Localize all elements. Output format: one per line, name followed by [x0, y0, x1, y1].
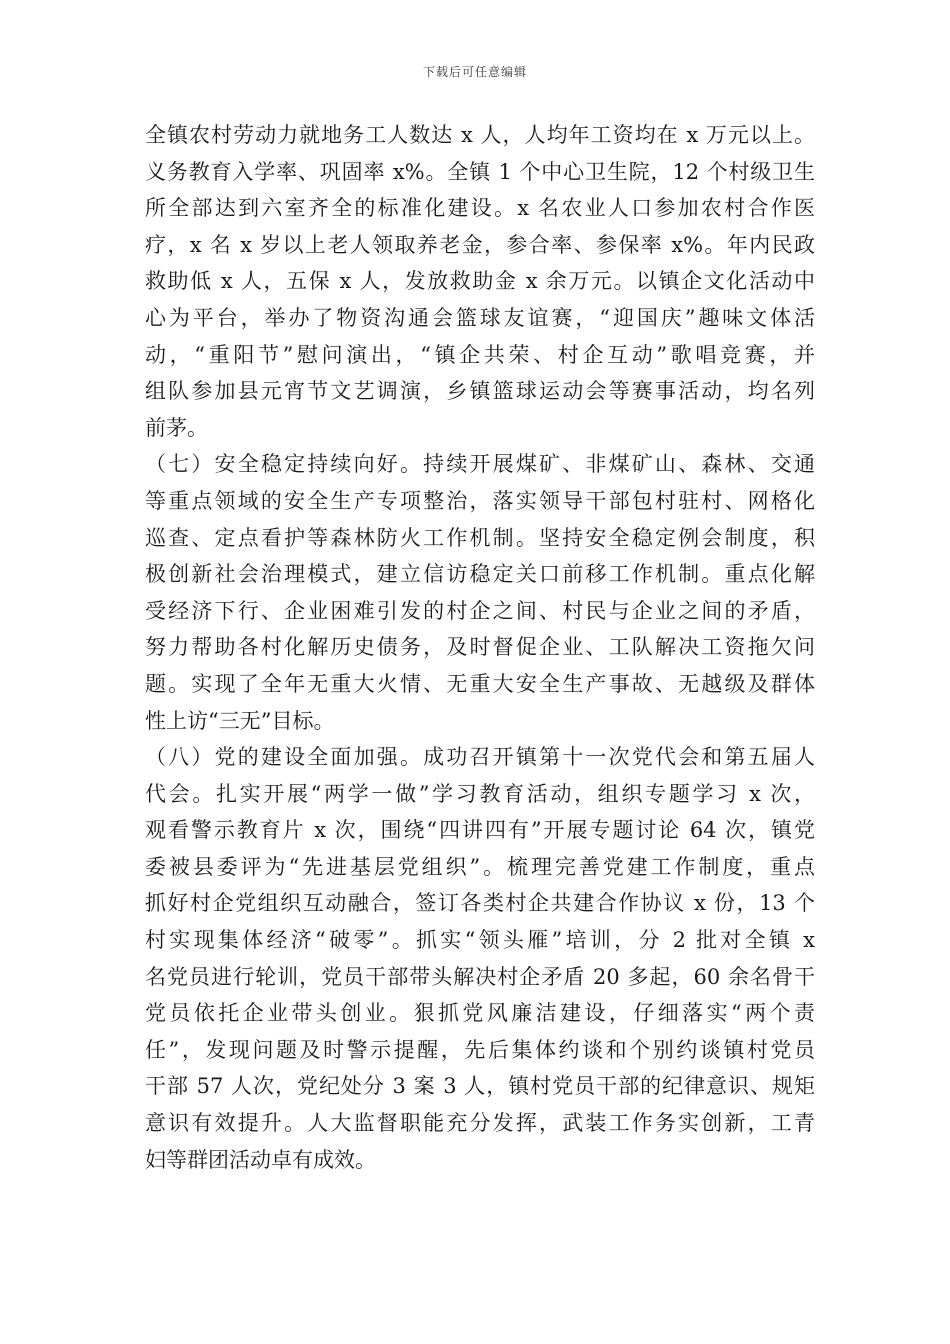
text-line: 意识有效提升。人大监督职能充分发挥，武装工作务实创新，工青	[145, 1111, 815, 1136]
text-line: 巡查、定点看护等森林防火工作机制。坚持安全稳定例会制度，积	[145, 525, 815, 550]
text-line: 党员依托企业带头创业。狠抓党风廉洁建设，仔细落实“两个责	[145, 1001, 815, 1026]
text-line: 干部 57 人次，党纪处分 3 案 3 人，镇村党员干部的纪律意识、规矩	[145, 1074, 815, 1099]
text-line: 妇等群团活动卓有成效。	[145, 1147, 376, 1172]
text-line: 题。实现了全年无重大火情、无重大安全生产事故、无越级及群体	[145, 671, 815, 696]
text-line: （七）安全稳定持续向好。持续开展煤矿、非煤矿山、森林、交通	[145, 452, 815, 477]
document-body	[145, 117, 815, 1178]
text-line: 任”，发现问题及时警示提醒，先后集体约谈和个别约谈镇村党员	[145, 1037, 815, 1062]
text-line: 代会。扎实开展“两学一做”学习教育活动，组织专题学习 x 次，	[145, 781, 815, 806]
text-line: （八）党的建设全面加强。成功召开镇第十一次党代会和第五届人	[145, 745, 815, 770]
text-line: 心为平台，举办了物资沟通会篮球友谊赛，“迎国庆”趣味文体活	[145, 305, 815, 330]
text-line: 名党员进行轮训，党员干部带头解决村企矛盾 20 多起，60 余名骨干	[145, 964, 815, 989]
page-header: 下载后可任意编辑	[422, 65, 527, 79]
text-line: 全镇农村劳动力就地务工人数达 x 人，人均年工资均在 x 万元以上。	[145, 123, 815, 147]
text-line: 委被县委评为“先进基层党组织”。梳理完善党建工作制度，重点	[145, 854, 815, 879]
text-line: 努力帮助各村化解历史债务，及时督促企业、工队解决工资拖欠问	[145, 635, 815, 660]
text-line: 抓好村企党组织互动融合，签订各类村企共建合作协议 x 份，13 个	[145, 891, 815, 916]
text-line: 义务教育入学率、巩固率 x%。全镇 1 个中心卫生院，12 个村级卫生	[145, 159, 815, 184]
text-line: 性上访“三无”目标。	[145, 708, 335, 733]
text-line: 受经济下行、企业困难引发的村企之间、村民与企业之间的矛盾，	[145, 598, 815, 623]
text-line: 疗，x 名 x 岁以上老人领取养老金，参合率、参保率 x%。年内民政	[145, 232, 815, 257]
text-line: 组队参加县元宵节文艺调演，乡镇篮球运动会等赛事活动，均名列	[145, 379, 815, 404]
text-line: 救助低 x 人，五保 x 人，发放救助金 x 余万元。以镇企文化活动中	[145, 269, 815, 294]
text-line: 所全部达到六室齐全的标准化建设。x 名农业人口参加农村合作医	[145, 196, 815, 221]
text-line: 极创新社会治理模式，建立信访稳定关口前移工作机制。重点化解	[145, 562, 815, 587]
text-line: 等重点领域的安全生产专项整治，落实领导干部包村驻村、网格化	[145, 488, 815, 513]
text-line: 村实现集体经济“破零”。抓实“领头雁”培训，分 2 批对全镇 x	[145, 928, 815, 953]
text-line: 动，“重阳节”慰问演出，“镇企共荣、村企互动”歌唱竞赛，并	[145, 342, 815, 367]
text-line: 前茅。	[145, 415, 208, 440]
text-line: 观看警示教育片 x 次，围绕“四讲四有”开展专题讨论 64 次，镇党	[145, 818, 815, 843]
